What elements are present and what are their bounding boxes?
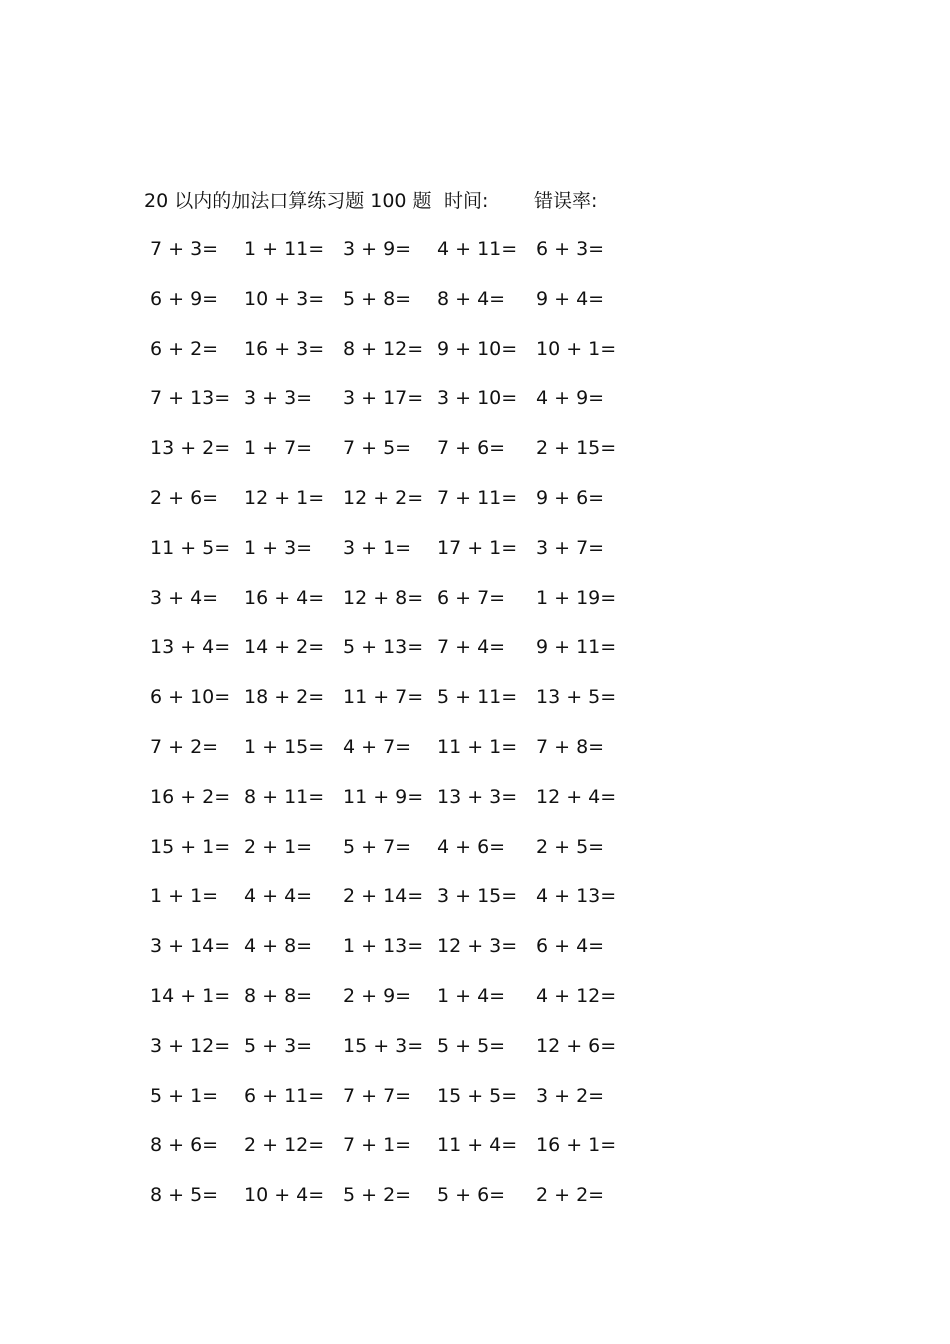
problem-item: 12 + 2= [343, 486, 424, 509]
problem-item: 4 + 6= [437, 835, 506, 858]
problem-item: 1 + 13= [343, 935, 424, 958]
problem-item: 5 + 13= [343, 636, 424, 659]
problem-item: 5 + 5= [437, 1034, 506, 1057]
worksheet-title: 20 以内的加法口算练习题 100 题 [144, 190, 432, 212]
problem-row [150, 931, 630, 981]
worksheet-header [144, 186, 664, 216]
problem-row [150, 682, 630, 732]
problem-item: 16 + 4= [244, 586, 325, 609]
problem-item: 4 + 8= [244, 935, 313, 958]
problem-row [150, 881, 630, 931]
problem-item: 7 + 13= [150, 387, 231, 410]
problem-item: 1 + 11= [244, 238, 325, 260]
problem-item: 10 + 3= [244, 287, 325, 310]
problem-item: 6 + 3= [536, 238, 605, 260]
problem-item: 11 + 7= [343, 686, 424, 709]
problem-item: 4 + 13= [536, 885, 617, 908]
problem-item: 6 + 2= [150, 337, 219, 360]
problem-item: 1 + 4= [437, 984, 506, 1007]
problem-item: 7 + 6= [437, 437, 506, 460]
problem-item: 1 + 19= [536, 586, 617, 609]
problem-item: 9 + 6= [536, 486, 605, 509]
problem-item: 7 + 7= [343, 1084, 412, 1107]
problem-item: 6 + 4= [536, 935, 605, 958]
problem-item: 6 + 11= [244, 1084, 325, 1107]
problem-item: 13 + 2= [150, 437, 231, 460]
problem-item: 3 + 1= [343, 536, 412, 559]
problem-item: 5 + 8= [343, 287, 412, 310]
problem-item: 16 + 1= [536, 1134, 617, 1157]
problem-item: 8 + 11= [244, 785, 325, 808]
problem-item: 11 + 5= [150, 536, 231, 559]
problem-item: 10 + 4= [244, 1184, 325, 1207]
problem-row [150, 981, 630, 1031]
problem-row [150, 832, 630, 882]
problem-item: 11 + 1= [437, 735, 518, 758]
problem-item: 14 + 2= [244, 636, 325, 659]
problem-item: 10 + 1= [536, 337, 617, 360]
problem-item: 9 + 10= [437, 337, 518, 360]
problem-item: 7 + 4= [437, 636, 506, 659]
problem-item: 3 + 14= [150, 935, 231, 958]
time-label: 时间: [444, 190, 489, 212]
problem-item: 6 + 7= [437, 586, 506, 609]
problem-item: 7 + 2= [150, 735, 219, 758]
problem-row [150, 782, 630, 832]
problem-item: 12 + 4= [536, 785, 617, 808]
problem-item: 5 + 2= [343, 1184, 412, 1207]
problem-item: 8 + 12= [343, 337, 424, 360]
problem-item: 1 + 1= [150, 885, 219, 908]
problem-item: 3 + 7= [536, 536, 605, 559]
problem-row [150, 284, 630, 334]
problem-item: 17 + 1= [437, 536, 518, 559]
problem-row [150, 583, 630, 633]
problem-item: 7 + 1= [343, 1134, 412, 1157]
problem-item: 1 + 15= [244, 735, 325, 758]
problem-row [150, 533, 630, 583]
problem-item: 5 + 7= [343, 835, 412, 858]
problem-row [150, 383, 630, 433]
problem-item: 2 + 15= [536, 437, 617, 460]
problem-item: 6 + 10= [150, 686, 231, 709]
problem-row [150, 334, 630, 384]
problem-item: 2 + 6= [150, 486, 219, 509]
problem-row [150, 1081, 630, 1131]
problem-item: 2 + 14= [343, 885, 424, 908]
problem-item: 9 + 11= [536, 636, 617, 659]
problem-item: 13 + 5= [536, 686, 617, 709]
problem-item: 9 + 4= [536, 287, 605, 310]
problem-item: 13 + 4= [150, 636, 231, 659]
problem-item: 3 + 15= [437, 885, 518, 908]
problem-item: 13 + 3= [437, 785, 518, 808]
problem-item: 11 + 4= [437, 1134, 518, 1157]
problem-item: 3 + 2= [536, 1084, 605, 1107]
problem-item: 8 + 5= [150, 1184, 219, 1207]
problem-item: 15 + 1= [150, 835, 231, 858]
problem-item: 7 + 8= [536, 735, 605, 758]
problem-item: 5 + 1= [150, 1084, 219, 1107]
problem-item: 12 + 1= [244, 486, 325, 509]
problem-item: 18 + 2= [244, 686, 325, 709]
problem-item: 3 + 9= [343, 238, 412, 260]
problem-row [150, 483, 630, 533]
problem-item: 2 + 1= [244, 835, 313, 858]
problem-row [150, 433, 630, 483]
problem-item: 14 + 1= [150, 984, 231, 1007]
problem-item: 3 + 4= [150, 586, 219, 609]
problem-item: 2 + 5= [536, 835, 605, 858]
problem-item: 4 + 7= [343, 735, 412, 758]
problem-row [150, 1180, 630, 1230]
problem-item: 12 + 8= [343, 586, 424, 609]
problem-item: 2 + 9= [343, 984, 412, 1007]
problem-item: 12 + 6= [536, 1034, 617, 1057]
problem-item: 7 + 3= [150, 238, 219, 260]
problem-item: 5 + 3= [244, 1034, 313, 1057]
problem-row [150, 632, 630, 682]
problem-item: 8 + 8= [244, 984, 313, 1007]
problem-item: 15 + 3= [343, 1034, 424, 1057]
problem-item: 3 + 17= [343, 387, 424, 410]
problem-item: 4 + 12= [536, 984, 617, 1007]
problem-row [150, 732, 630, 782]
problem-item: 1 + 3= [244, 536, 313, 559]
problem-item: 5 + 6= [437, 1184, 506, 1207]
problem-row [150, 1130, 630, 1180]
error-rate-label: 错误率: [534, 190, 598, 212]
problem-item: 2 + 2= [536, 1184, 605, 1207]
problem-item: 3 + 12= [150, 1034, 231, 1057]
problem-item: 15 + 5= [437, 1084, 518, 1107]
problem-item: 4 + 4= [244, 885, 313, 908]
problem-item: 5 + 11= [437, 686, 518, 709]
problem-item: 11 + 9= [343, 785, 424, 808]
problem-item: 8 + 4= [437, 287, 506, 310]
problem-item: 3 + 3= [244, 387, 313, 410]
problem-item: 6 + 9= [150, 287, 219, 310]
problem-item: 2 + 12= [244, 1134, 325, 1157]
problem-item: 8 + 6= [150, 1134, 219, 1157]
problem-item: 7 + 5= [343, 437, 412, 460]
problem-item: 12 + 3= [437, 935, 518, 958]
problem-grid [150, 234, 630, 1230]
problem-item: 16 + 2= [150, 785, 231, 808]
problem-item: 3 + 10= [437, 387, 518, 410]
problem-row [150, 1031, 630, 1081]
problem-item: 1 + 7= [244, 437, 313, 460]
problem-item: 4 + 11= [437, 238, 518, 260]
problem-row [150, 234, 630, 284]
problem-item: 16 + 3= [244, 337, 325, 360]
problem-item: 7 + 11= [437, 486, 518, 509]
problem-item: 4 + 9= [536, 387, 605, 410]
